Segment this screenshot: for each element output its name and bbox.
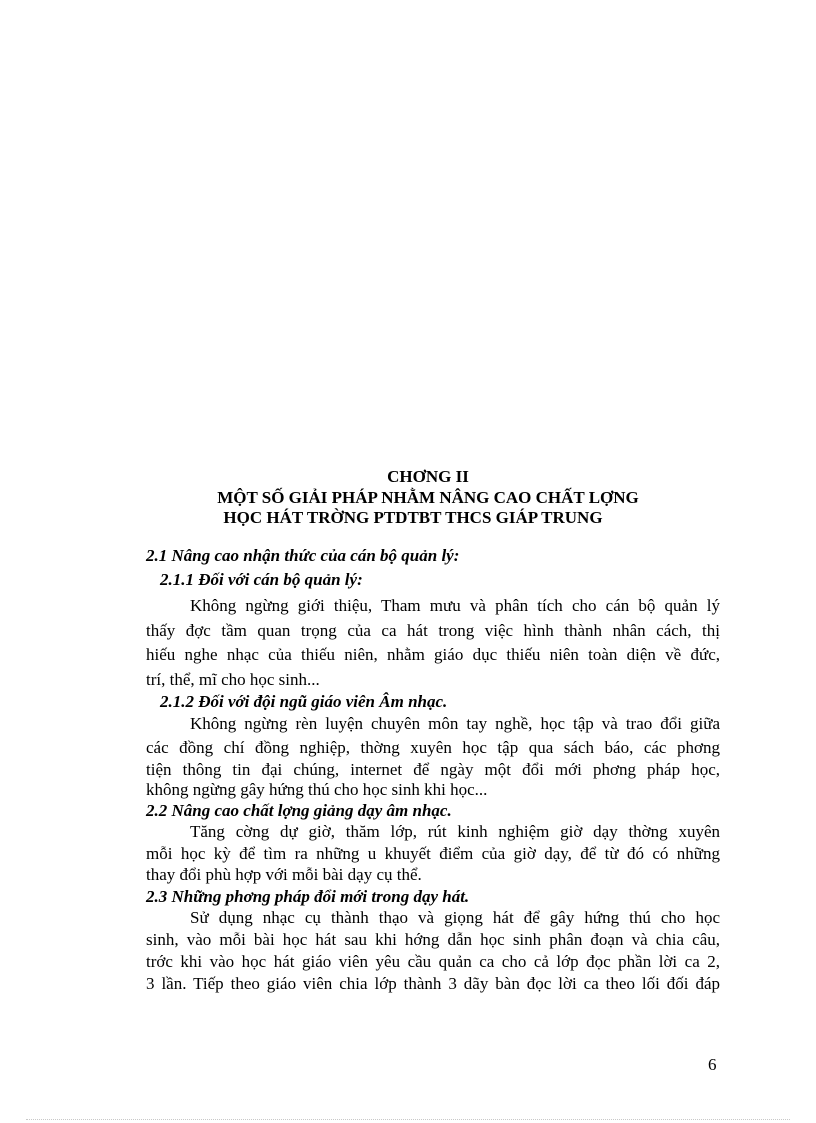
section-2-1-2-heading: 2.1.2 Đối với đội ngũ giáo viên Âm nhạc. <box>160 692 448 711</box>
paragraph-line: 3 lần. Tiếp theo giáo viên chia lớp thành 3 dãy bàn đọc lời ca theo lối đối đáp <box>146 974 720 993</box>
footer-divider <box>26 1119 790 1120</box>
paragraph-line: thấy đợc tầm quan trọng của ca hát trong việc hình thành nhân cách, thị <box>146 621 720 640</box>
paragraph-line: sinh, vào mỗi bài học hát sau khi hớng dẫn học sinh phân đoạn và chia câu, <box>146 930 720 949</box>
chapter-title-line1: MỘT SỐ GIẢI PHÁP NHẰM NÂNG CAO CHẤT LỢNG <box>217 488 639 507</box>
paragraph-line: Không ngừng giới thiệu, Tham mưu và phân tích cho cán bộ quản lý <box>190 596 720 615</box>
paragraph-line: hiếu nghe nhạc của thiếu niên, nhằm giáo dục thiếu niên toàn diện về đức, <box>146 645 720 664</box>
paragraph-line: các đồng chí đồng nghiệp, thờng xuyên học tập qua sách báo, các phơng <box>146 738 720 757</box>
paragraph-line: Không ngừng rèn luyện chuyên môn tay nghề, học tập và trao đổi giữa <box>190 714 720 733</box>
chapter-label: CHƠNG II <box>387 467 469 486</box>
paragraph-line: thay đổi phù hợp với mỗi bài dạy cụ thể. <box>146 865 422 884</box>
page-number: 6 <box>708 1055 717 1074</box>
paragraph-line: trớc khi vào học hát giáo viên yêu cầu quản ca cho cả lớp đọc phần lời ca 2, <box>146 952 720 971</box>
paragraph-line: Tăng cờng dự giờ, thăm lớp, rút kinh nghiệm giờ dạy thờng xuyên <box>190 822 720 841</box>
paragraph-line: không ngừng gây hứng thú cho học sinh khi học... <box>146 780 488 799</box>
section-2-2-heading: 2.2 Nâng cao chất lợng giảng dạy âm nhạc. <box>146 801 452 820</box>
paragraph-line: trí, thể, mĩ cho học sinh... <box>146 670 320 689</box>
section-2-1-1-heading: 2.1.1 Đối với cán bộ quản lý: <box>160 570 363 589</box>
section-2-3-heading: 2.3 Những phơng pháp đổi mới trong dạy hát. <box>146 887 470 906</box>
section-2-1-heading: 2.1 Nâng cao nhận thức của cán bộ quản lý: <box>146 546 460 565</box>
chapter-title-line2: HỌC HÁT TRỜNG PTDTBT THCS GIÁP TRUNG <box>223 508 603 527</box>
paragraph-line: mỗi học kỳ để tìm ra những u khuyết điểm của giờ dạy, để từ đó có những <box>146 844 720 863</box>
paragraph-line: Sử dụng nhạc cụ thành thạo và giọng hát để gây hứng thú cho học <box>190 908 720 927</box>
paragraph-line: tiện thông tin đại chúng, internet để ngày một đổi mới phơng pháp học, <box>146 760 720 779</box>
